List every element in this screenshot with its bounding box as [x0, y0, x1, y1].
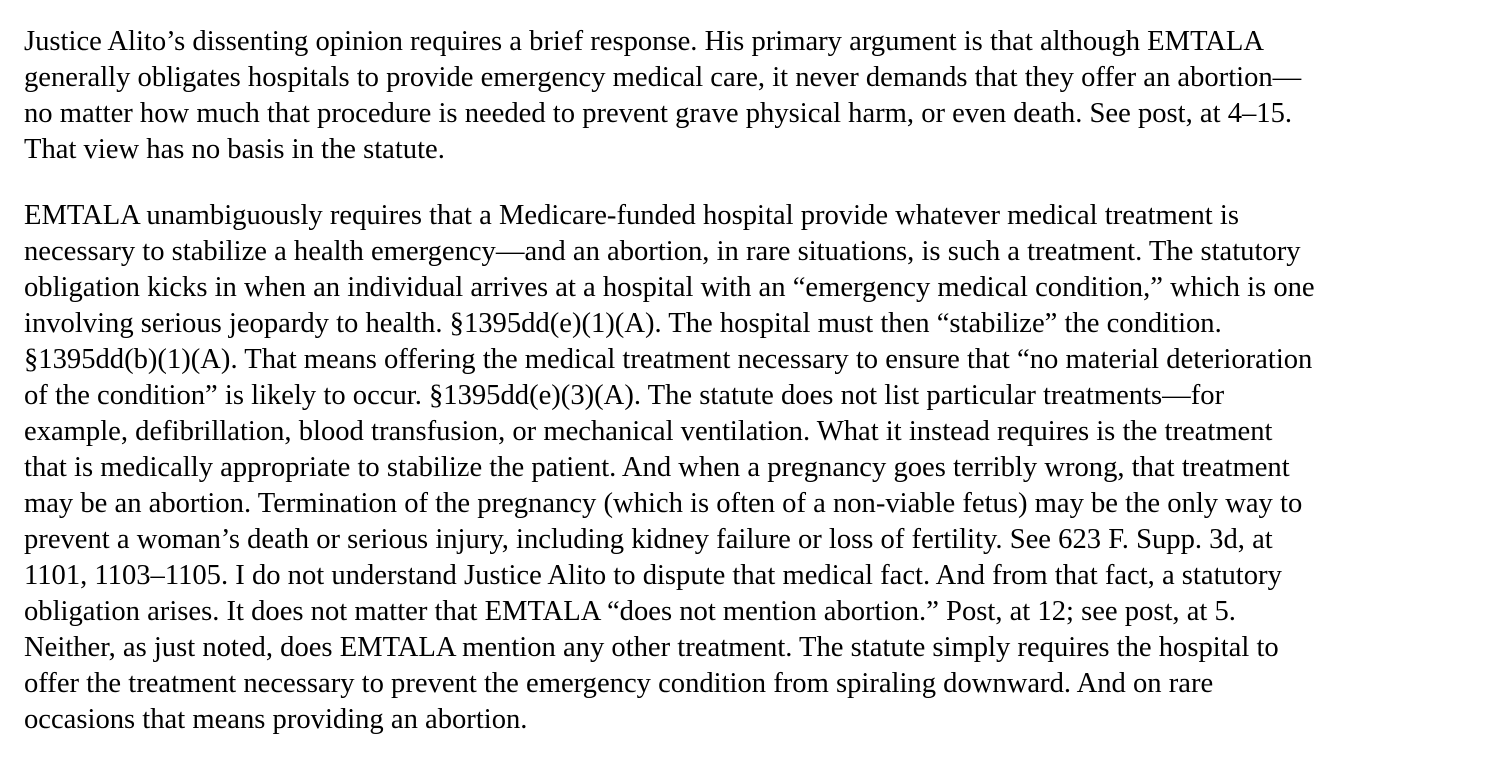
- text-line: of the condition” is likely to occur. §1395dd(e)(3)(A). The statute does not list particular treatments—for: [24, 380, 1225, 411]
- text-line: offer the treatment necessary to prevent the emergency condition from spiraling downward. And on rare: [24, 668, 1214, 699]
- paragraph-1: [24, 24, 1490, 168]
- text-line: That view has no basis in the statute.: [24, 134, 445, 165]
- text-line: occasions that means providing an abortion.: [24, 704, 528, 735]
- text-line: generally obligates hospitals to provide emergency medical care, it never demands that they offer an abortion—: [24, 62, 1302, 93]
- text-line: Neither, as just noted, does EMTALA mention any other treatment. The statute simply requires the hospital to: [24, 632, 1279, 663]
- text-line: prevent a woman’s death or serious injury, including kidney failure or loss of fertility. See 623 F. Supp. 3d, at: [24, 524, 1273, 555]
- text-line: example, defibrillation, blood transfusion, or mechanical ventilation. What it instead requires is the treatment: [24, 416, 1273, 447]
- text-line: no matter how much that procedure is needed to prevent grave physical harm, or even death. See post, at 4–15.: [24, 98, 1293, 129]
- text-line: §1395dd(b)(1)(A). That means offering the medical treatment necessary to ensure that “no material deterioration: [24, 344, 1313, 375]
- text-line: obligation arises. It does not matter that EMTALA “does not mention abortion.” Post, at 12; see post, at 5.: [24, 596, 1236, 627]
- text-line: that is medically appropriate to stabilize the patient. And when a pregnancy goes terribly wrong, that treatment: [24, 452, 1290, 483]
- text-line: involving serious jeopardy to health. §1395dd(e)(1)(A). The hospital must then “stabilize” the condition.: [24, 308, 1222, 339]
- paragraph-2: [24, 198, 1490, 738]
- text-line: obligation kicks in when an individual arrives at a hospital with an “emergency medical condition,” which is one: [24, 272, 1315, 303]
- text-line: 1101, 1103–1105. I do not understand Justice Alito to dispute that medical fact. And from that fact, a statutory: [24, 560, 1282, 591]
- text-line: Justice Alito’s dissenting opinion requires a brief response. His primary argument is that although EMTALA: [24, 26, 1265, 57]
- text-line: EMTALA unambiguously requires that a Medicare-funded hospital provide whatever medical treatment is: [24, 200, 1239, 231]
- text-line: may be an abortion. Termination of the pregnancy (which is often of a non-viable fetus) may be the only way to: [24, 488, 1303, 519]
- text-line: necessary to stabilize a health emergency—and an abortion, in rare situations, is such a treatment. The statutory: [24, 236, 1301, 267]
